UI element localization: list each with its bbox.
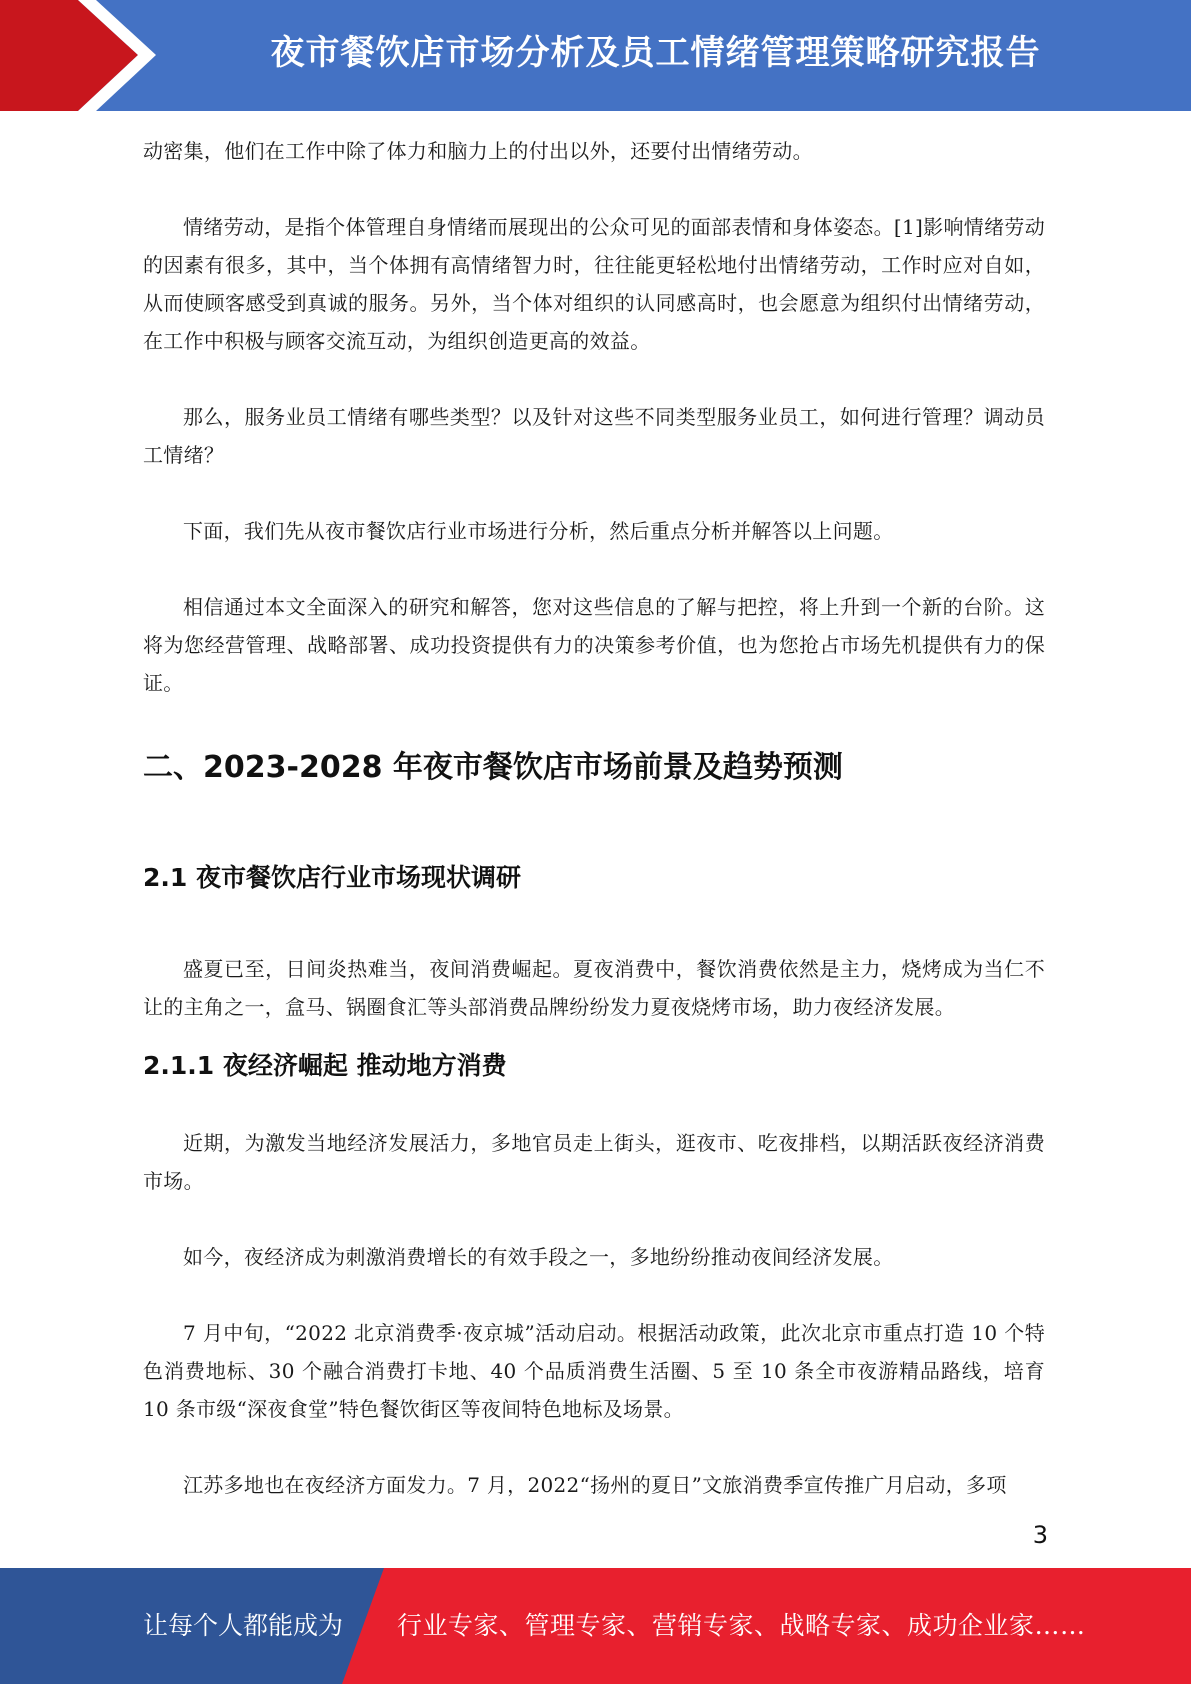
footer-banner: [0, 1568, 1191, 1684]
paragraph: 情绪劳动，是指个体管理自身情绪而展现出的公众可见的面部表情和身体姿态。[1]影响情绪劳动的因素有很多，其中，当个体拥有高情绪智力时，往往能更轻松地付出情绪劳动，工作时应对自如，从而使顾客感受到真诚的服务。另外，当个体对组织的认同感高时，也会愿意为组织付出情绪劳动，在工作中积极与顾客交流互动，为组织创造更高的效益。: [143, 215, 1045, 353]
subsection-heading: 2.1.1 夜经济崛起 推动地方消费: [143, 1051, 507, 1080]
header-banner: [0, 0, 1191, 111]
footer-slogan-left: 让每个人都能成为: [143, 1611, 344, 1640]
paragraph: 动密集，他们在工作中除了体力和脑力上的付出以外，还要付出情绪劳动。: [143, 139, 813, 163]
subsection-heading: 2.1 夜市餐饮店行业市场现状调研: [143, 863, 521, 892]
paragraph: 7 月中旬，“2022 北京消费季·夜京城”活动启动。根据活动政策，此次北京市重点打造 10 个特色消费地标、30 个融合消费打卡地、40 个品质消费生活圈、5 至 10 条全市夜游精品路线，培育 10 条市级“深夜食堂”特色餐饮街区等夜间特色地标及场景。: [143, 1321, 1045, 1421]
paragraph: 江苏多地也在夜经济方面发力。7 月，2022“扬州的夏日”文旅消费季宣传推广月启动，多项: [183, 1473, 1007, 1497]
paragraph: 近期，为激发当地经济发展活力，多地官员走上街头，逛夜市、吃夜排档，以期活跃夜经济消费市场。: [143, 1131, 1045, 1193]
page-number: 3: [1032, 1521, 1048, 1549]
paragraph: 如今，夜经济成为刺激消费增长的有效手段之一，多地纷纷推动夜间经济发展。: [183, 1245, 894, 1269]
paragraph: 下面，我们先从夜市餐饮店行业市场进行分析，然后重点分析并解答以上问题。: [183, 519, 894, 543]
paragraph: 那么，服务业员工情绪有哪些类型？以及针对这些不同类型服务业员工，如何进行管理？调动员工情绪？: [143, 405, 1045, 467]
section-heading: 二、2023-2028 年夜市餐饮店市场前景及趋势预测: [143, 750, 843, 785]
paragraph: 盛夏已至，日间炎热难当，夜间消费崛起。夏夜消费中，餐饮消费依然是主力，烧烤成为当仁不让的主角之一，盒马、锅圈食汇等头部消费品牌纷纷发力夏夜烧烤市场，助力夜经济发展。: [143, 957, 1045, 1019]
document-body: [143, 132, 1045, 1504]
document-title: 夜市餐饮店市场分析及员工情绪管理策略研究报告: [270, 33, 1041, 73]
footer-slogan-right: 行业专家、管理专家、营销专家、战略专家、成功企业家……: [397, 1611, 1086, 1640]
paragraph: 相信通过本文全面深入的研究和解答，您对这些信息的了解与把控，将上升到一个新的台阶。这将为您经营管理、战略部署、成功投资提供有力的决策参考价值，也为您抢占市场先机提供有力的保证。: [143, 595, 1045, 695]
